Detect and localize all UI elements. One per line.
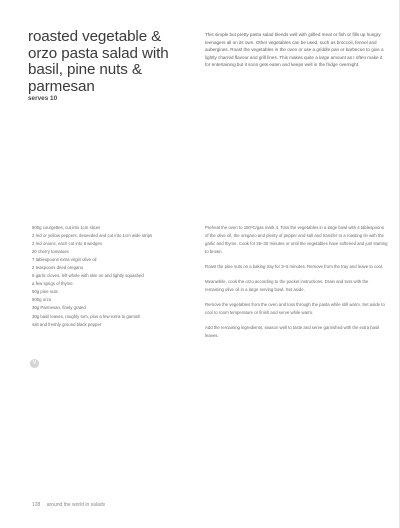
vegetarian-icon: V — [30, 359, 39, 368]
method-step: Roast the pine nuts on a baking tray for 3–5 minutes. Remove from the tray and leave to cool. — [205, 264, 384, 270]
ingredient-item: 7 tablespoons extra virgin olive oil — [32, 257, 97, 263]
ingredient-item: 5 garlic cloves, left whole with skin on and lightly squashed — [32, 273, 144, 279]
ingredient-item: salt and freshly ground black pepper — [32, 321, 102, 327]
ingredient-item: 500g courgettes, cut into 1cm slices — [32, 225, 101, 230]
method-step: Preheat the oven to 180ºC/gas mark 4. Toss the vegetables in a large bowl with 4 tablespoons of the olive oil, the oregano and plenty of pepper and salt and transfer to a roasting tin with the garlic and thyme. Cook for 25–30 minutes or until the vegetables have softened and just starting to brown. — [205, 225, 388, 255]
ingredients-list — [32, 224, 200, 329]
method-step: Remove the vegetables from the oven and toss through the pasta while still warm. Set aside to cool to room temperature or finish and serve while warm. — [205, 302, 385, 316]
page-number: 128 — [32, 502, 41, 508]
ingredient-item: a few sprigs of thyme — [32, 281, 73, 287]
recipe-title: roasted vegetable & orzo pasta salad with basil, pine nuts & parmesan — [28, 28, 169, 95]
ingredient-item: 20 cherry tomatoes — [32, 249, 69, 255]
ingredient-item: 2 red or yellow peppers, deseeded and cut into 1cm wide strips — [32, 233, 153, 239]
page-footer — [32, 502, 105, 508]
ingredient-item: 2 red onions, each cut into 8 wedges — [32, 241, 102, 247]
method-step: Meanwhile, cook the orzo according to the packet instructions. Drain and toss with the remaining olive oil in a large serving bowl. Set aside. — [205, 279, 369, 293]
method-steps — [205, 224, 388, 348]
ingredient-item: 500g orzo — [32, 297, 52, 303]
ingredient-item: 50g pine nuts — [32, 289, 58, 295]
ingredient-item: 30g basil leaves, roughly torn, plus a few extra to garnish — [32, 313, 141, 319]
method-step: Add the remaining ingredients, season well to taste and serve garnished with the extra basil leaves. — [205, 325, 380, 339]
book-title: around the world in salads — [46, 502, 106, 508]
ingredient-item: 2 teaspoons dried oregano — [32, 265, 84, 271]
recipe-intro: This simple but pretty pasta salad blends well with grilled meat or fish or fills up hungry teenagers all on its own. Other vegetables can be used, such as broccoli, fennel and aubergines. Roast the vegetables in the oven or use a griddle pan or barbecue to give a lightly charred flavour and grill lines. This makes quite a large amount as I often make it for entertaining but it soon gets eaten and keeps well in the fridge overnight. — [205, 32, 384, 68]
servings: serves 10 — [28, 95, 58, 102]
ingredient-item: 30g Parmesan, finely grated — [32, 305, 86, 311]
